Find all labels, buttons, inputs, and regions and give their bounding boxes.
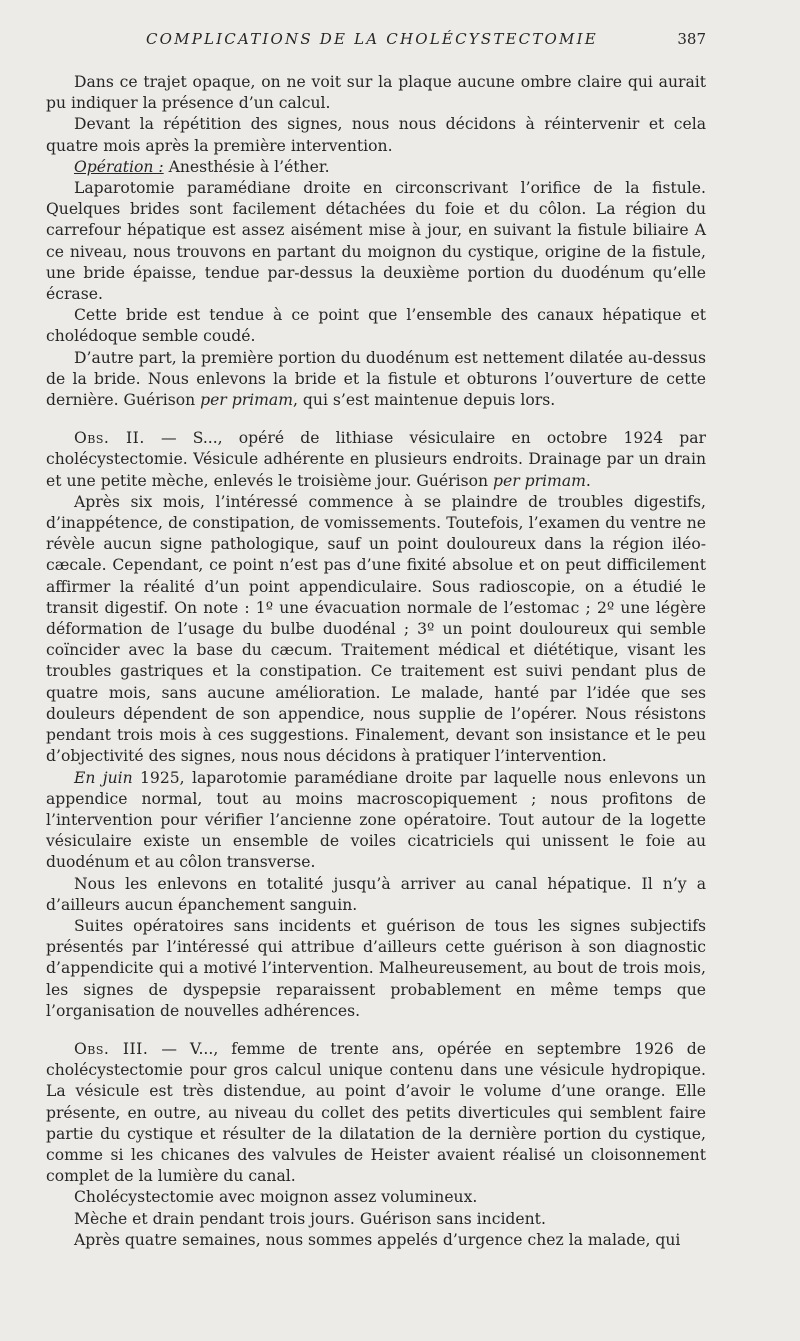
- text-segment: Cette bride est tendue à ce point que l’ensemble des canaux hépatique et cholédoque semble coudé.: [46, 306, 706, 346]
- text-segment: Dans ce trajet opaque, on ne voit sur la plaque aucune ombre claire qui aurait pu indiquer la présence d’un calcul.: [46, 73, 706, 113]
- text-segment: per primam: [493, 471, 586, 490]
- text-segment: , qui s’est maintenue depuis lors.: [293, 391, 556, 410]
- text-segment: Mèche et drain pendant trois jours. Guérison sans incident.: [74, 1209, 546, 1228]
- text-segment: Cholécystectomie avec moignon assez volumineux.: [74, 1188, 478, 1207]
- page-number: 387: [677, 30, 706, 48]
- paragraph-p8: [46, 492, 706, 768]
- paragraph-p4: [46, 178, 706, 305]
- paragraph-p10: [46, 874, 706, 916]
- paragraph-p11: [46, 916, 706, 1022]
- text-segment: per primam: [200, 391, 294, 410]
- paragraph-p1: [46, 72, 706, 114]
- text-segment: Après quatre semaines, nous sommes appelés d’urgence chez la malade, qui: [74, 1230, 681, 1249]
- text-segment: Opération :: [74, 157, 164, 176]
- text-segment: Anesthésie à l’éther.: [163, 157, 330, 176]
- body-text: [46, 72, 706, 1251]
- paragraph-p13: [46, 1187, 706, 1208]
- text-segment: Laparotomie paramédiane droite en circonscrivant l’orifice de la fistule. Quelques brides sont facilement détachées du foie et du côlon. La région du carrefour hépatique est assez aisément mise à jour, en suivant la fistule biliaire A ce niveau, nous trouvons en partant du moignon du cystique, origine de la fistule, une bride épaisse, tendue par-dessus la deuxième portion du duodénum qu’elle écrase.: [46, 179, 706, 304]
- paragraph-p7: [46, 428, 706, 492]
- text-segment: — V..., femme de trente ans, opérée en septembre 1926 de cholécystectomie pour gros calcul unique contenu dans une vésicule hydropique. La vésicule est très distendue, au point d’avoir le volume d’une orange. Elle présente, en outre, au niveau du collet des petits diverticules qui semblent faire partie du cystique et résulter de la dilatation de la dernière portion du cystique, comme si les chicanes des valvules de Heister avaient réalisé un cloisonnement complet de la lumière du canal.: [46, 1039, 706, 1186]
- text-segment: Devant la répétition des signes, nous nous décidons à réintervenir et cela quatre mois après la première intervention.: [46, 115, 706, 155]
- text-segment: Obs. II.: [74, 429, 145, 448]
- text-segment: .: [585, 471, 591, 490]
- running-header: [46, 30, 706, 54]
- text-segment: Après six mois, l’intéressé commence à se plaindre de troubles digestifs, d’inappétence, de constipation, de vomissements. Toutefois, l’examen du ventre ne révèle aucun signe pathologique, sauf un point douloureux dans la région iléo-cæcale. Cependant, ce point n’est pas d’une fixité absolue et on peut difficilement affirmer la réalité d’un point appendiculaire. Sous radioscopie, on a étudié le transit digestif. On note : 1º une évacuation normale de l’estomac ; 2º une légère déformation de l’usage du bulbe duodénal ; 3º un point douloureux qui semble coïncider avec la base du cæcum. Traitement médical et diététique, visant les troubles gastriques et la constipation. Ce traitement est suivi pendant plus de quatre mois, sans aucune amélioration. Le malade, hanté par l’idée que ses douleurs dépendent de son appendice, nous supplie de l’opérer. Nous résistons pendant trois mois à ces suggestions. Finalement, devant son insistance et le peu d’objectivité des signes, nous nous décidons à pratiquer l’intervention.: [46, 492, 706, 766]
- paragraph-p3: [46, 157, 706, 178]
- paragraph-p6: [46, 348, 706, 412]
- text-segment: D’autre part, la première portion du duodénum est nettement dilatée au-dessus de la bride. Nous enlevons la bride et la fistule et obturons l’ouverture de cette dernière. Guérison: [46, 348, 706, 410]
- paragraph-p14: [46, 1209, 706, 1230]
- paragraph-p12: [46, 1039, 706, 1187]
- paragraph-p5: [46, 305, 706, 347]
- text-segment: Nous les enlevons en totalité jusqu’à arriver au canal hépatique. Il n’y a d’ailleurs aucun épanchement sanguin.: [46, 874, 706, 914]
- running-title: COMPLICATIONS DE LA CHOLÉCYSTECTOMIE: [146, 30, 598, 48]
- paragraph-p9: [46, 768, 706, 874]
- text-segment: — S..., opéré de lithiase vésiculaire en octobre 1924 par cholécystectomie. Vésicule adhérente en plusieurs endroits. Drainage par un drain et une petite mèche, enlevés le troisième jour. Guérison: [46, 429, 707, 490]
- text-segment: En juin: [74, 768, 133, 787]
- paragraph-p2: [46, 114, 706, 156]
- text-segment: Suites opératoires sans incidents et guérison de tous les signes subjectifs présentés par l’intéressé qui attribue d’ailleurs cette guérison à son diagnostic d’appendicite qui a motivé l’intervention. Malheureusement, au bout de trois mois, les signes de dyspepsie reparaissent probablement en même temps que l’organisation de nouvelles adhérences.: [46, 916, 706, 1020]
- text-segment: Obs. III.: [74, 1039, 149, 1058]
- text-segment: 1925, laparotomie paramédiane droite par laquelle nous enlevons un appendice normal, tout au moins macroscopiquement ; nous profitons de l’intervention pour vérifier l’ancienne zone opératoire. Tout autour de la logette vésiculaire existe un ensemble de voiles cicatriciels qui unissent le foie au duodénum et au côlon transverse.: [46, 768, 706, 872]
- paragraph-p15: [46, 1230, 706, 1251]
